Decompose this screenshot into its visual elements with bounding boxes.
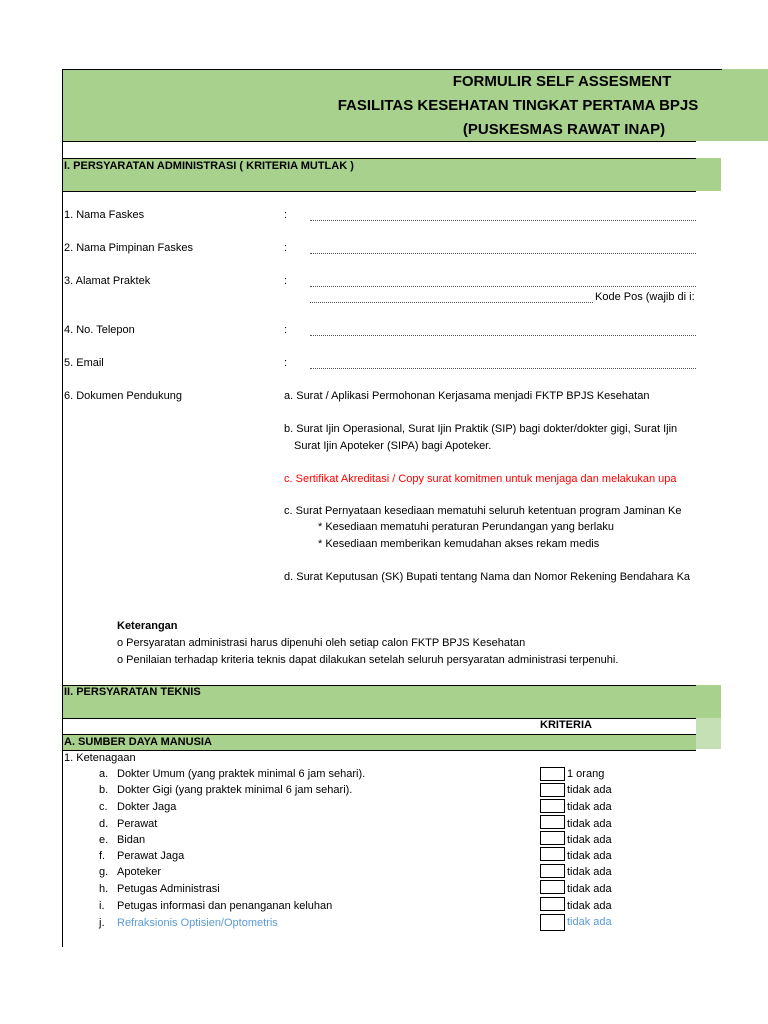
staff-checkbox[interactable]: [540, 799, 565, 813]
field-label-alamat: 3. Alamat Praktek: [64, 275, 151, 287]
staff-row-label: Refraksionis Optisien/Optometris: [117, 917, 278, 929]
staff-row-letter: a.: [99, 768, 109, 780]
staff-checkbox[interactable]: [540, 783, 565, 797]
staff-row-letter: c.: [99, 801, 108, 813]
doc-subitem-star1: * Kesediaan mematuhi peraturan Perundangan yang berlaku: [318, 521, 614, 533]
field-label-telepon: 4. No. Telepon: [64, 324, 135, 336]
section1-title: I. PERSYARATAN ADMINISTRASI ( KRITERIA MUTLAK ): [64, 160, 354, 172]
staff-checkbox[interactable]: [540, 767, 565, 781]
staff-checkbox[interactable]: [540, 880, 565, 894]
staff-row-value: tidak ada: [567, 900, 612, 912]
field-colon: :: [284, 242, 288, 254]
keterangan-title: Keterangan: [117, 620, 178, 632]
field-label-nama-faskes: 1. Nama Faskes: [64, 209, 145, 221]
doc-item-a: a. Surat / Aplikasi Permohonan Kerjasama menjadi FKTP BPJS Kesehatan: [284, 390, 650, 402]
kode-pos-label: Kode Pos (wajib di i:: [595, 291, 695, 303]
staff-row-letter: f.: [99, 850, 106, 862]
staff-row-letter: i.: [99, 900, 105, 912]
keterangan-item-2: o Penilaian terhadap kriteria teknis dapat dilakukan setelah seluruh persyaratan administrasi terpenuhi.: [117, 654, 619, 666]
staff-row-letter: g.: [99, 866, 109, 878]
field-label-email: 5. Email: [64, 357, 104, 369]
staff-row-label: Dokter Gigi (yang praktek minimal 6 jam sehari).: [117, 784, 353, 796]
staff-checkbox[interactable]: [540, 897, 565, 911]
nama-faskes-input[interactable]: [310, 220, 696, 221]
staff-checkbox[interactable]: [540, 847, 565, 861]
section2-bottom-border: [62, 718, 696, 719]
staff-row-value: tidak ada: [567, 866, 612, 878]
field-colon: :: [284, 209, 288, 221]
section2-title: II. PERSYARATAN TEKNIS: [64, 686, 201, 698]
staff-row-letter: j.: [99, 917, 105, 929]
telepon-input[interactable]: [310, 335, 696, 336]
staff-row-value: tidak ada: [567, 818, 612, 830]
field-label-nama-pimpinan: 2. Nama Pimpinan Faskes: [64, 242, 193, 254]
doc-item-b-line1: b. Surat Ijin Operasional, Surat Ijin Praktik (SIP) bagi dokter/dokter gigi, Surat Ijin: [284, 423, 678, 435]
staff-row-label: Dokter Umum (yang praktek minimal 6 jam sehari).: [117, 768, 366, 780]
form-title-line2: FASILITAS KESEHATAN TINGKAT PERTAMA BPJS: [337, 97, 699, 114]
kriteria-cell: [696, 718, 721, 749]
staff-row-letter: d.: [99, 818, 109, 830]
staff-checkbox[interactable]: [540, 815, 565, 829]
staff-row-label: Perawat Jaga: [117, 850, 185, 862]
alamat-input-line2[interactable]: [310, 302, 593, 303]
field-colon: :: [284, 324, 288, 336]
staff-row-label: Petugas informasi dan penanganan keluhan: [117, 900, 333, 912]
alamat-input-line1[interactable]: [310, 286, 696, 287]
email-input[interactable]: [310, 368, 696, 369]
header-bottom-border: [62, 141, 696, 142]
form-title-line1: FORMULIR SELF ASSESMENT: [452, 73, 672, 90]
doc-subitem-star2: * Kesediaan memberikan kemudahan akses rekam medis: [318, 538, 600, 550]
staff-row-letter: e.: [99, 834, 109, 846]
sdm-bottom-border: [62, 750, 696, 751]
section1-bottom-border: [62, 191, 696, 192]
header-top-border: [62, 69, 722, 70]
staff-row-value: tidak ada: [567, 834, 612, 846]
staff-row-letter: b.: [99, 784, 109, 796]
staff-row-label: Apoteker: [117, 866, 162, 878]
staff-row-value: tidak ada: [567, 883, 612, 895]
staff-row-value: tidak ada: [567, 784, 612, 796]
section1-top-border: [62, 158, 696, 159]
staff-checkbox[interactable]: [540, 914, 565, 931]
staff-checkbox[interactable]: [540, 864, 565, 878]
sdm-title: A. SUMBER DAYA MANUSIA: [64, 736, 212, 748]
doc-item-d: d. Surat Keputusan (SK) Bupati tentang Nama dan Nomor Rekening Bendahara Ka: [284, 571, 691, 583]
field-colon: :: [284, 275, 288, 287]
doc-item-c-akreditasi: c. Sertifikat Akreditasi / Copy surat komitmen untuk menjaga dan melakukan upa: [284, 473, 677, 485]
form-title-line3: (PUSKESMAS RAWAT INAP): [462, 121, 666, 138]
dokumen-pendukung-label: 6. Dokumen Pendukung: [64, 390, 183, 402]
staff-row-label: Perawat: [117, 818, 158, 830]
staff-row-value: tidak ada: [567, 801, 612, 813]
left-border: [62, 69, 63, 947]
nama-pimpinan-input[interactable]: [310, 253, 696, 254]
ketenagaan-label: 1. Ketenagaan: [64, 752, 136, 764]
staff-row-label: Bidan: [117, 834, 146, 846]
staff-row-letter: h.: [99, 883, 109, 895]
staff-row-value: tidak ada: [567, 850, 612, 862]
keterangan-item-1: o Persyaratan administrasi harus dipenuhi oleh setiap calon FKTP BPJS Kesehatan: [117, 637, 526, 649]
staff-row-value: 1 orang: [567, 768, 605, 780]
staff-row-label: Dokter Jaga: [117, 801, 177, 813]
staff-row-value: tidak ada: [567, 916, 612, 928]
staff-checkbox[interactable]: [540, 831, 565, 845]
kriteria-header: KRITERIA: [540, 719, 592, 731]
field-colon: :: [284, 357, 288, 369]
doc-item-b-line2: Surat Ijin Apoteker (SIPA) bagi Apoteker.: [294, 440, 492, 452]
doc-item-c-pernyataan: c. Surat Pernyataan kesediaan mematuhi seluruh ketentuan program Jaminan Ke: [284, 505, 682, 517]
staff-row-label: Petugas Administrasi: [117, 883, 220, 895]
